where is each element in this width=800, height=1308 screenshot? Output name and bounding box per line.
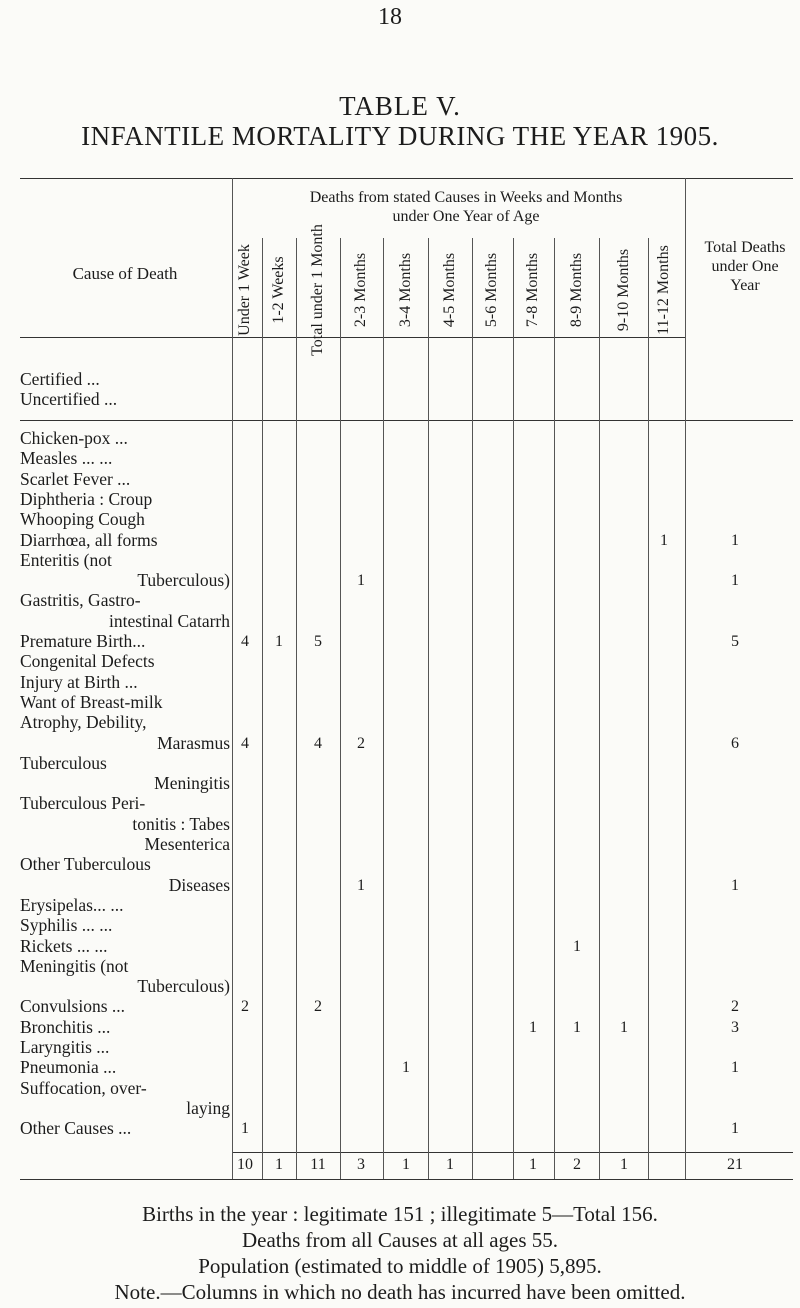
column-rule (262, 238, 263, 1179)
column-rule (472, 238, 473, 1179)
cause-label: Injury at Birth ... (20, 671, 138, 692)
total-deaths-header: Total Deaths under One Year (704, 239, 786, 294)
table-cell: 1 (731, 1120, 739, 1138)
table-bottom-rule (20, 1179, 793, 1180)
table-top-rule (20, 178, 793, 179)
cause-label: Syphilis ... ... (20, 915, 113, 936)
cause-label: Scarlet Fever ... (20, 468, 131, 489)
column-header: 2-3 Months (352, 252, 369, 328)
cause-label: Tuberculous) (137, 570, 230, 591)
table-cell: 4 (241, 734, 249, 752)
cause-label: Whooping Cough (20, 509, 145, 530)
cert-rule (20, 420, 793, 421)
column-header: 3-4 Months (397, 252, 414, 328)
column-rule (232, 178, 233, 1179)
column-header: Under 1 Week (236, 244, 253, 336)
cause-label: Tuberculous) (137, 976, 230, 997)
cause-label: Pneumonia ... (20, 1057, 117, 1078)
cause-label: Bronchitis ... (20, 1016, 111, 1037)
table-cell: 1 (357, 876, 365, 894)
total-cell: 11 (310, 1156, 326, 1173)
table-cell: 1 (660, 531, 668, 549)
group-header-line1: Deaths from stated Causes in Weeks and Months (309, 189, 623, 206)
column-rule (513, 238, 514, 1179)
table-cell: 1 (620, 1018, 628, 1036)
table-cell: 1 (357, 572, 365, 590)
cause-label: intestinal Catarrh (108, 610, 230, 631)
column-rule (296, 238, 297, 1179)
table-cell: 3 (731, 1018, 739, 1036)
column-rule (599, 238, 600, 1179)
cause-label: Tuberculous Peri- (20, 793, 146, 814)
total-cell: 1 (275, 1156, 283, 1173)
total-cell: 2 (573, 1156, 581, 1173)
table-cell: 4 (241, 633, 249, 650)
total-cell: 3 (357, 1156, 365, 1173)
table-cell: 1 (731, 531, 739, 549)
header-rule (20, 337, 232, 338)
cause-label: Mesenterica (144, 834, 230, 854)
table-cell: 6 (731, 734, 739, 752)
table-cell: 2 (241, 998, 249, 1016)
column-rule (428, 238, 429, 1179)
cause-label: Meningitis (not (20, 955, 129, 976)
column-rule (648, 238, 649, 1179)
certification-row-label: Uncertified ... (20, 389, 118, 409)
table-title: TABLE V. (339, 91, 461, 121)
table-cell: 1 (573, 1018, 581, 1036)
cause-label: Convulsions ... (20, 996, 126, 1017)
cause-label: Atrophy, Debility, (20, 712, 147, 733)
table-cell: 5 (731, 633, 739, 650)
cause-label: Suffocation, over- (20, 1077, 147, 1098)
page-number: 18 (378, 4, 402, 30)
total-cell: 1 (446, 1156, 454, 1173)
table-cell: 2 (731, 998, 739, 1016)
births-line: Births in the year : legitimate 151 ; illegitimate 5—Total 156. (142, 1202, 658, 1226)
population-line: Population (estimated to middle of 1905) 5,895. (198, 1254, 602, 1278)
column-header: 7-8 Months (524, 252, 541, 328)
cause-label: Measles ... ... (20, 448, 113, 469)
cause-label: Laryngitis ... (20, 1037, 110, 1057)
table-cell: 1 (529, 1018, 537, 1036)
table-cell: 5 (314, 633, 322, 650)
table-cell: 1 (731, 1059, 739, 1077)
column-header: 11-12 Months (655, 245, 672, 335)
cause-label: Enteritis (not (20, 549, 112, 570)
cause-label: Diphtheria : Croup (20, 488, 153, 509)
deaths-line: Deaths from all Causes at all ages 55. (241, 1228, 559, 1252)
column-rule (340, 238, 341, 1179)
cause-label: Marasmus (157, 732, 230, 753)
column-rule (554, 238, 555, 1179)
cause-label: tonitis : Tabes (132, 813, 230, 834)
certification-row-label: Certified ... (20, 369, 100, 389)
cause-label: Rickets ... ... (20, 935, 108, 956)
cause-label: Diseases (168, 874, 230, 895)
cause-of-death-header: Cause of Death (72, 264, 178, 283)
table-cell: 1 (731, 572, 739, 590)
cause-label: Want of Breast-milk (20, 691, 163, 712)
cause-label: Chicken-pox ... (20, 428, 128, 448)
cause-label: Other Tuberculous (20, 854, 151, 875)
column-rule (685, 178, 686, 1179)
note-line: Note.—Columns in which no death has incurred have been omitted. (114, 1280, 686, 1304)
total-cell: 1 (529, 1156, 537, 1173)
total-cell: 10 (237, 1156, 253, 1173)
total-cell: 1 (402, 1156, 410, 1173)
total-cell: 21 (727, 1156, 743, 1173)
table-cell: 4 (314, 734, 322, 752)
cause-label: Premature Birth... (20, 631, 146, 651)
column-rule (383, 238, 384, 1179)
table-cell: 2 (357, 734, 365, 752)
column-header: Total under 1 Month (309, 224, 326, 356)
table-cell: 1 (573, 937, 581, 955)
header-rule-cols (232, 337, 685, 338)
cause-label: Meningitis (154, 773, 230, 794)
table-cell: 1 (402, 1059, 410, 1077)
cause-label: Diarrhœa, all forms (20, 529, 158, 550)
cause-label: Gastritis, Gastro- (20, 590, 141, 611)
table-cell: 2 (314, 998, 322, 1016)
cause-label: Tuberculous (20, 752, 107, 773)
column-header: 1-2 Weeks (270, 256, 287, 324)
total-cell: 1 (620, 1156, 628, 1173)
group-header-line2: under One Year of Age (392, 208, 540, 225)
cause-label: Other Causes ... (20, 1118, 132, 1139)
column-header: 4-5 Months (441, 252, 458, 328)
cause-label: laying (186, 1097, 230, 1118)
column-header: 5-6 Months (483, 252, 500, 328)
cause-label: Congenital Defects (20, 651, 155, 672)
table-subtitle: INFANTILE MORTALITY DURING THE YEAR 1905. (81, 121, 719, 151)
table-cell: 1 (241, 1120, 249, 1138)
table-cell: 1 (275, 633, 283, 650)
table-cell: 1 (731, 876, 739, 894)
column-header: 9-10 Months (615, 248, 632, 332)
column-header: 8-9 Months (568, 252, 585, 328)
cause-label: Erysipelas... ... (20, 894, 124, 915)
